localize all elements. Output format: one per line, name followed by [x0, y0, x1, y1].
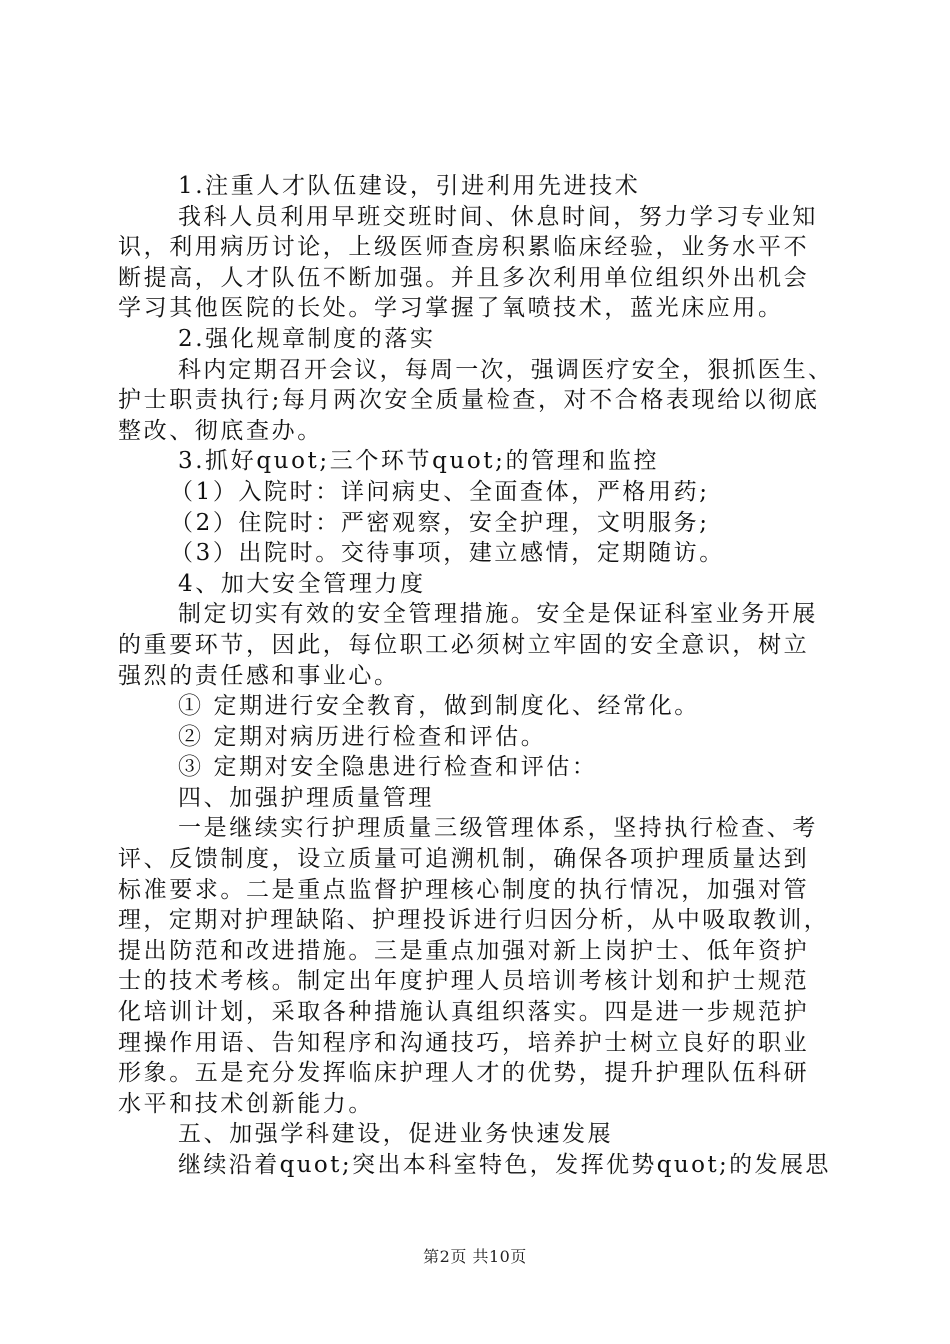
text-line: ① 定期进行安全教育，做到制度化、经常化。 [178, 693, 700, 720]
text-line: 五、加强学科建设，促进业务快速发展 [178, 1121, 614, 1148]
text-line: 水平和技术创新能力。 [118, 1090, 374, 1117]
text-line: 的重要环节，因此，每位职工必须树立牢固的安全意识，树立 [118, 631, 810, 658]
text-line: 继续沿着quot;突出本科室特色，发挥优势quot;的发展思 [178, 1152, 831, 1178]
text-line: ② 定期对病历进行检查和评估。 [178, 723, 547, 750]
text-line: 4、加大安全管理力度 [178, 570, 426, 597]
text-line: （3）出院时。交待事项，建立感情，定期随访。 [170, 540, 725, 567]
text-line: 强烈的责任感和事业心。 [118, 662, 400, 689]
text-line: 学习其他医院的长处。学习掌握了氧喷技术，蓝光床应用。 [118, 295, 784, 322]
text-line: 科内定期召开会议，每周一次，强调医疗安全，狠抓医生、 [178, 356, 834, 383]
text-line: 理操作用语、告知程序和沟通技巧，培养护士树立良好的职业 [118, 1029, 810, 1056]
text-line: ③ 定期对安全隐患进行检查和评估： [178, 754, 598, 781]
text-line: （1）入院时：详问病史、全面查体，严格用药; [170, 478, 710, 505]
text-line: 标准要求。二是重点监督护理核心制度的执行情况，加强对管 [118, 876, 810, 903]
text-line: 1.注重人才队伍建设，引进利用先进技术 [178, 173, 641, 199]
text-line: 整改、彻底查办。 [118, 417, 323, 444]
document-body [118, 171, 834, 1181]
text-line: 评、反馈制度，设立质量可追溯机制，确保各项护理质量达到 [118, 846, 810, 873]
text-line: 制定切实有效的安全管理措施。安全是保证科室业务开展 [178, 601, 818, 628]
text-line: 化培训计划，采取各种措施认真组织落实。四是进一步规范护 [118, 999, 810, 1026]
text-line: 一是继续实行护理质量三级管理体系，坚持执行检查、考 [178, 815, 818, 842]
text-line: 理，定期对护理缺陷、护理投诉进行归因分析，从中吸取教训， [118, 907, 830, 934]
text-line: 四、加强护理质量管理 [178, 784, 434, 811]
text-line: 护士职责执行;每月两次安全质量检查，对不合格表现给以彻底 [118, 387, 820, 414]
page-footer: 第2页 共10页 [423, 1247, 527, 1266]
text-line: 断提高，人才队伍不断加强。并且多次利用单位组织外出机会 [118, 264, 810, 291]
text-line: 我科人员利用早班交班时间、休息时间，努力学习专业知 [178, 203, 818, 230]
text-line: 形象。五是充分发挥临床护理人才的优势，提升护理队伍科研 [118, 1060, 810, 1087]
text-line: 士的技术考核。制定出年度护理人员培训考核计划和护士规范 [118, 968, 810, 995]
text-line: 识，利用病历讨论，上级医师查房积累临床经验，业务水平不 [118, 234, 810, 261]
text-line: （2）住院时：严密观察，安全护理，文明服务; [170, 509, 710, 536]
text-line: 3.抓好quot;三个环节quot;的管理和监控 [178, 448, 660, 475]
text-line: 2.强化规章制度的落实 [178, 325, 436, 352]
text-line: 提出防范和改进措施。三是重点加强对新上岗护士、低年资护 [118, 937, 810, 964]
